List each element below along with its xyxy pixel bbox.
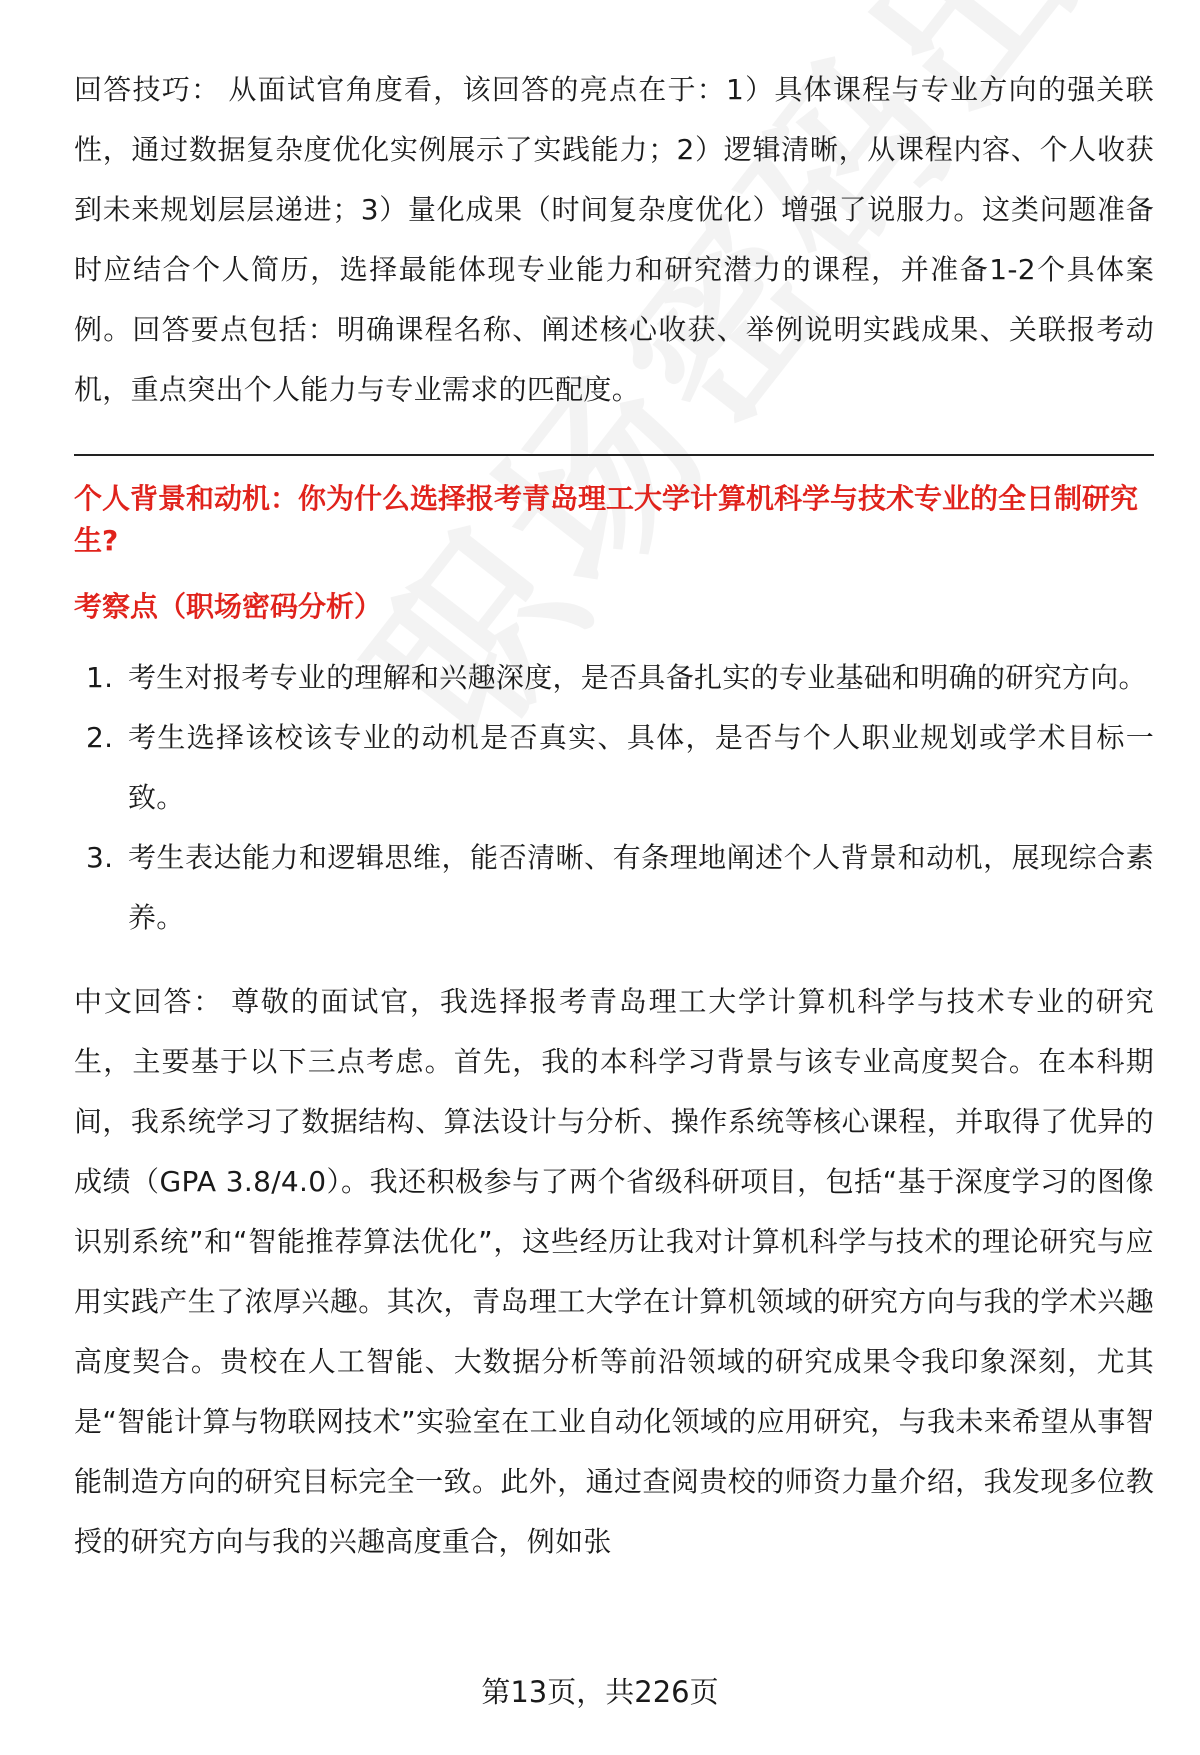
chinese-answer-label: 中文回答： (74, 985, 224, 1018)
assessment-item (74, 708, 1154, 828)
assessment-item-text: 考生表达能力和逻辑思维，能否清晰、有条理地阐述个人背景和动机，展现综合素养。 (128, 841, 1154, 934)
assessment-list (74, 648, 1154, 948)
document-page (74, 60, 1154, 1572)
page-number: 第13页，共226页 (481, 1675, 719, 1709)
assessment-item (74, 648, 1154, 708)
answer-tips-paragraph (74, 60, 1154, 420)
answer-tips-text: 从面试官角度看，该回答的亮点在于：1）具体课程与专业方向的强关联性，通过数据复杂度优化实例展示了实践能力；2）逻辑清晰，从课程内容、个人收获到未来规划层层递进；3）量化成果（时间复杂度优化）增强了说服力。这类问题准备时应结合个人简历，选择最能体现专业能力和研究潜力的课程，并准备1-2个具体案例。回答要点包括：明确课程名称、阐述核心收获、举例说明实践成果、关联报考动机，重点突出个人能力与专业需求的匹配度。 (74, 73, 1154, 406)
answer-tips-label: 回答技巧： (74, 73, 221, 106)
chinese-answer-paragraph (74, 972, 1154, 1572)
chinese-answer-text: 尊敬的面试官，我选择报考青岛理工大学计算机科学与技术专业的研究生，主要基于以下三点考虑。首先，我的本科学习背景与该专业高度契合。在本科期间，我系统学习了数据结构、算法设计与分析、操作系统等核心课程，并取得了优异的成绩（GPA 3.8/4.0）。我还积极参与了两个省级科研项目，包括“基于深度学习的图像识别系统”和“智能推荐算法优化”，这些经历让我对计算机科学与技术的理论研究与应用实践产生了浓厚兴趣。其次，青岛理工大学在计算机领域的研究方向与我的学术兴趣高度契合。贵校在人工智能、大数据分析等前沿领域的研究成果令我印象深刻，尤其是“智能计算与物联网技术”实验室在工业自动化领域的应用研究，与我未来希望从事智能制造方向的研究目标完全一致。此外，通过查阅贵校的师资力量介绍，我发现多位教授的研究方向与我的兴趣高度重合，例如张 (74, 985, 1154, 1558)
assessment-item-number: 3. (86, 841, 114, 874)
assessment-heading: 考察点（职场密码分析） (74, 590, 383, 623)
assessment-item-text: 考生选择该校该专业的动机是否真实、具体，是否与个人职业规划或学术目标一致。 (128, 721, 1154, 814)
assessment-item (74, 828, 1154, 948)
assessment-item-number: 2. (86, 721, 114, 754)
question-title: 个人背景和动机：你为什么选择报考青岛理工大学计算机科学与技术专业的全日制研究生? (74, 482, 1139, 557)
section-divider (74, 454, 1154, 456)
assessment-item-number: 1. (86, 661, 114, 694)
assessment-item-text: 考生对报考专业的理解和兴趣深度，是否具备扎实的专业基础和明确的研究方向。 (128, 661, 1147, 694)
